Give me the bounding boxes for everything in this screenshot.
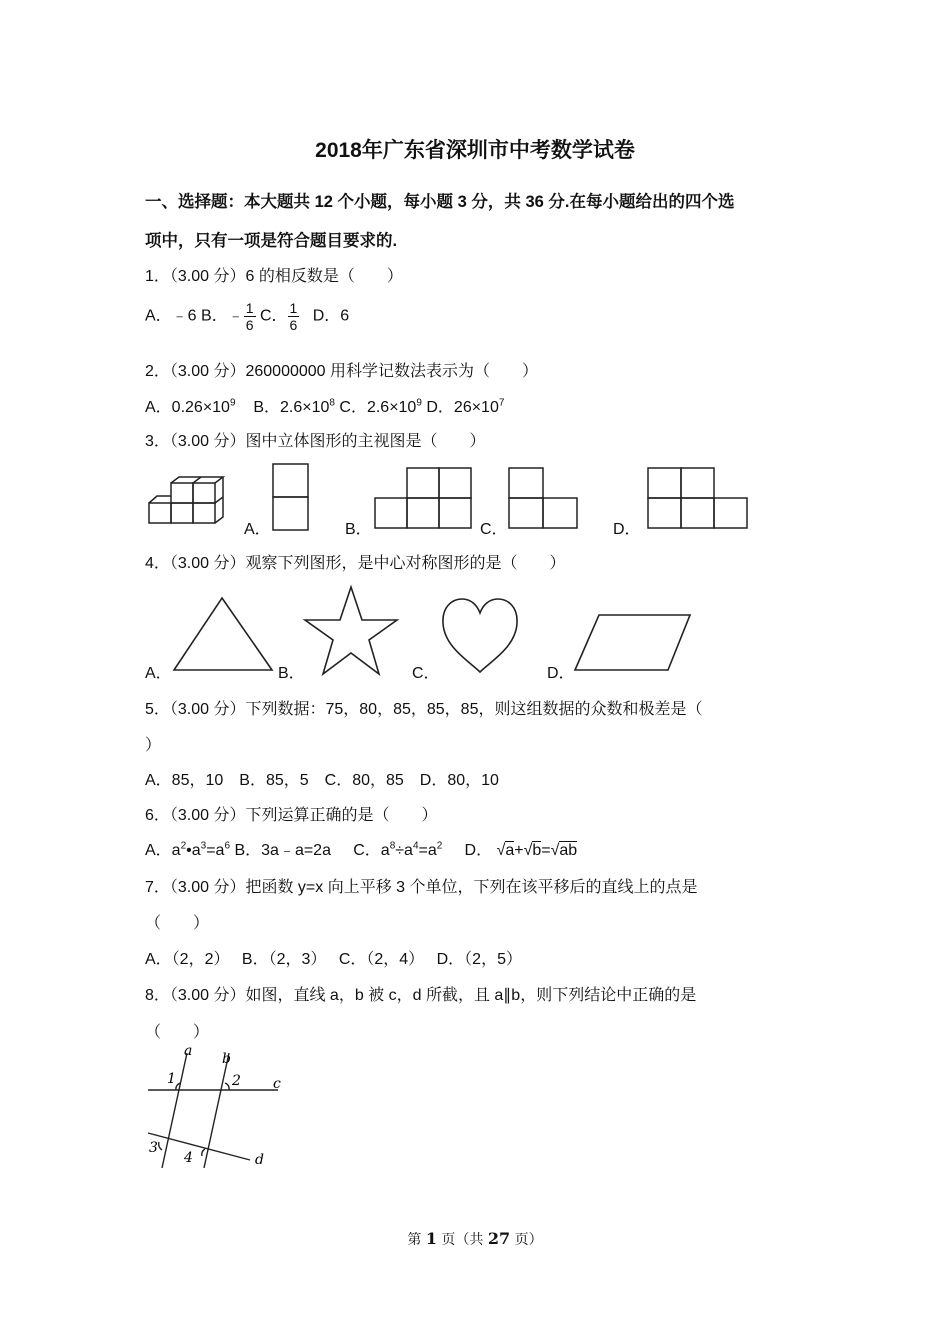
section-heading-line1: 一、选择题：本大题共 12 个小题，每小题 3 分，共 36 分.在每小题给出的四个选 <box>145 193 735 211</box>
q2-option-d: D．26×10 <box>426 399 499 416</box>
q1-b-denominator: 6 <box>245 317 254 333</box>
q2-option-d-exp: 7 <box>498 397 505 409</box>
question-3-stem: 3．（3.00 分）图中立体图形的主视图是（ ） <box>145 433 486 450</box>
q1-option-c-fraction <box>288 300 300 333</box>
q4-option-a-label: A． <box>145 665 172 682</box>
question-7-stem-line1: 7．（3.00 分）把函数 y=x 向上平移 3 个单位，下列在该平移后的直线上的点是 <box>145 879 698 896</box>
q6-radicand-1: a <box>505 842 515 859</box>
q1-option-b-label: B． <box>201 307 228 325</box>
q3-option-c-figure <box>508 467 580 529</box>
question-2-stem: 2．（3.00 分）260000000 用科学记数法表示为（ ） <box>145 363 539 380</box>
q1-c-numerator: 1 <box>289 300 298 316</box>
page-footer <box>0 1229 950 1249</box>
q3-option-b-figure <box>374 467 474 529</box>
q2-option-b: B．2.6×10 <box>253 399 330 416</box>
q6-option-c-base: C．a <box>353 842 390 859</box>
q6-option-a-mid: •a <box>186 842 201 859</box>
q8-angle-1: 1 <box>167 1071 176 1087</box>
question-1-options <box>145 300 349 333</box>
q6-option-c-exp2: 4 <box>412 840 419 852</box>
q8-label-c: c <box>273 1076 281 1092</box>
q1-c-denominator: 6 <box>289 317 298 333</box>
q4-option-d-label: D． <box>547 665 575 682</box>
page-title: 2018年广东省深圳市中考数学试卷 <box>315 139 635 162</box>
q6-option-a-exp3: 6 <box>224 840 231 852</box>
q3-option-c-label: C． <box>480 521 508 538</box>
q1-option-b-fraction <box>244 300 256 333</box>
q1-option-a: A．﹣6 <box>145 307 197 325</box>
q3-option-d-figure <box>647 467 749 529</box>
footer-suffix: 页） <box>510 1232 543 1248</box>
q6-equals: = <box>541 842 551 859</box>
question-2-options <box>145 394 504 417</box>
q3-option-a-label: A． <box>244 521 271 538</box>
question-8-stem-line2: （ ） <box>145 1024 210 1041</box>
q6-option-d-label: D． <box>464 842 493 859</box>
q6-option-c-mid: ÷a <box>395 842 413 859</box>
q8-label-a: a <box>184 1043 193 1059</box>
question-8-stem-line1: 8．（3.00 分）如图，直线 a，b 被 c，d 所截，且 a∥b，则下列结论中正确的是 <box>145 987 697 1004</box>
question-4-stem: 4．（3.00 分）观察下列图形，是中心对称图形的是（ ） <box>145 555 566 572</box>
q4-star-figure <box>303 585 399 677</box>
q8-label-b: b <box>222 1051 231 1067</box>
q4-option-b-label: B． <box>278 665 305 682</box>
q6-option-c-end: =a <box>418 842 437 859</box>
q1-b-numerator: 1 <box>245 300 254 316</box>
question-5-stem-line1: 5．（3.00 分）下列数据：75，80，85，85，85，则这组数据的众数和极差是（ <box>145 701 703 718</box>
q1-option-d: D．6 <box>312 307 350 325</box>
q2-option-b-exp: 8 <box>329 397 335 409</box>
q6-radicand-2: b <box>532 842 542 859</box>
q3-option-a-figure <box>272 463 312 531</box>
footer-page-number: 1 <box>425 1229 437 1248</box>
question-1-stem: 1．（3.00 分）6 的相反数是（ ） <box>145 268 403 285</box>
q1-option-b-sign: ﹣ <box>227 307 244 325</box>
q6-radicand-3: ab <box>559 842 578 859</box>
q3-option-b-label: B． <box>345 521 372 538</box>
footer-prefix: 第 <box>407 1232 426 1248</box>
q6-plus: + <box>514 842 524 859</box>
q2-option-c: C．2.6×10 <box>339 399 417 416</box>
q1-option-c-label: C． <box>259 307 288 325</box>
q3-solid-figure <box>147 476 237 526</box>
q4-heart-figure <box>440 597 520 675</box>
q8-angle-4: 4 <box>184 1150 193 1166</box>
q6-option-a-base: A．a <box>145 842 181 859</box>
q6-option-a-exp2: 3 <box>200 840 207 852</box>
q6-option-b: B．3a﹣a=2a <box>234 842 331 859</box>
question-6-stem: 6．（3.00 分）下列运算正确的是（ ） <box>145 807 438 824</box>
q8-angle-2: 2 <box>232 1073 241 1089</box>
q6-option-a-end: =a <box>206 842 225 859</box>
q6-option-c-exp1: 8 <box>389 840 396 852</box>
section-heading-line2: 项中，只有一项是符合题目要求的. <box>145 232 398 250</box>
q4-option-c-label: C． <box>412 665 440 682</box>
q4-triangle-figure <box>172 596 276 674</box>
q2-option-a-exp: 9 <box>229 397 236 409</box>
q3-option-d-label: D． <box>613 521 641 538</box>
question-7-stem-line2: （ ） <box>145 915 210 932</box>
footer-middle: 页（共 <box>436 1232 488 1248</box>
q4-parallelogram-figure <box>573 613 693 673</box>
q6-option-d-expression: √a+√b=√ab <box>496 842 578 859</box>
q6-option-c-exp3: 2 <box>436 840 443 852</box>
q2-option-c-exp: 9 <box>416 397 422 409</box>
question-6-options <box>145 837 577 860</box>
q8-angle-3: 3 <box>149 1140 158 1156</box>
q8-label-d: d <box>255 1152 264 1168</box>
q2-option-a: A．0.26×10 <box>145 399 230 416</box>
question-5-options: A．85，10 B．85，5 C．80，85 D．80，10 <box>145 772 499 789</box>
q6-option-a-exp1: 2 <box>180 840 187 852</box>
question-5-stem-line2: ） <box>145 737 162 754</box>
question-7-options: A．（2，2） B．（2，3） C．（2，4） D．（2，5） <box>145 951 522 968</box>
footer-total-pages: 27 <box>487 1229 511 1248</box>
q8-parallel-lines-figure <box>140 1043 290 1173</box>
